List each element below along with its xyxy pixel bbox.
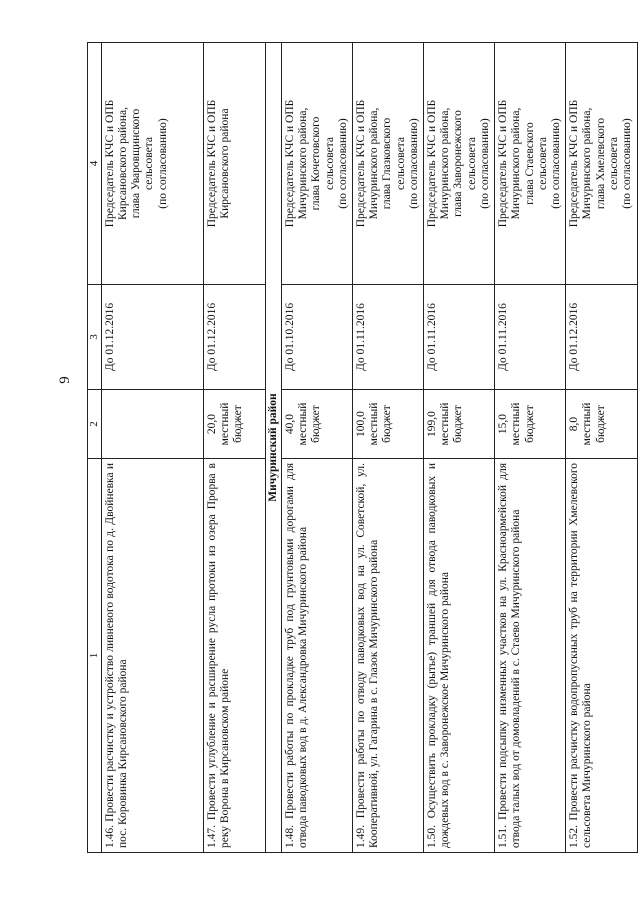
deadline-cell: До 01.10.2016: [281, 285, 352, 390]
table-row: [352, 43, 423, 853]
amount-source: бюджет: [381, 405, 394, 443]
responsible-line: Председатель КЧС и ОПБ: [205, 99, 218, 228]
table-row: [203, 43, 265, 853]
amount-cell: [495, 390, 566, 459]
header-col2: 2: [88, 390, 102, 459]
responsible-cell: [101, 43, 203, 285]
page-number: 9: [57, 376, 73, 384]
amount-source: бюджет: [594, 405, 607, 443]
amount-source: местный: [510, 402, 523, 446]
amount-cell: [101, 390, 203, 459]
responsible-line: Председатель КЧС и ОПБ: [426, 99, 439, 228]
deadline-cell: До 01.12.2016: [203, 285, 265, 390]
amount-source: местный: [297, 402, 310, 446]
amount-source: местный: [218, 402, 231, 446]
responsible-line: Председатель КЧС и ОПБ: [497, 99, 510, 228]
responsible-line: Председатель КЧС и ОПБ: [354, 99, 367, 228]
responsible-line: Кирсановского района: [218, 108, 231, 219]
responsible-line: сельсовета: [536, 137, 549, 190]
table-row: [566, 43, 638, 853]
deadline-cell: До 01.11.2016: [352, 285, 423, 390]
table-row: [495, 43, 566, 853]
responsible-cell: [281, 43, 352, 285]
header-col4: 4: [88, 43, 102, 285]
responsible-line: (по согласованию): [336, 118, 349, 209]
responsible-line: (по согласованию): [156, 118, 169, 209]
activity-cell: 1.50. Осуществить прокладку (рытье) траншей для отвода паводковых и дождевых вод в с. Заворонежское Мичуринского района: [424, 459, 495, 853]
amount-source: бюджет: [523, 405, 536, 443]
deadline-cell: До 01.12.2016: [566, 285, 638, 390]
district-heading: Мичуринский район: [265, 43, 281, 853]
responsible-line: Мичуринского района,: [510, 107, 523, 220]
amount-value: 100,0: [354, 411, 367, 437]
amount-source: местный: [581, 402, 594, 446]
amount-source: местный: [439, 402, 452, 446]
responsible-line: сельсовета: [143, 137, 156, 190]
amount-value: 199,0: [426, 411, 439, 437]
amount-cell: [352, 390, 423, 459]
responsible-line: Мичуринского района,: [439, 107, 452, 220]
responsible-line: сельсовета: [607, 137, 620, 190]
responsible-line: (по согласованию): [621, 118, 634, 209]
header-col3: 3: [88, 285, 102, 390]
responsible-cell: [352, 43, 423, 285]
responsible-line: глава Стаевского: [523, 122, 536, 205]
responsible-line: Мичуринского района,: [297, 107, 310, 220]
amount-cell: [203, 390, 265, 459]
activity-cell: 1.51. Провести подсыпку низменных участков на ул. Красноармейской для отвода талых вод от домовладений в с. Стаево Мичуринского района: [495, 459, 566, 853]
responsible-line: глава Кочетовского: [310, 116, 323, 211]
responsible-line: глава Глазковского: [381, 117, 394, 210]
amount-value: 8,0: [568, 416, 581, 432]
responsible-cell: [203, 43, 265, 285]
activity-cell: 1.46. Провести расчистку и устройство ливневого водотока по д. Двойневка и пос. Коровинка Кирсановского района: [101, 459, 203, 853]
responsible-cell: [566, 43, 638, 285]
responsible-cell: [424, 43, 495, 285]
table-row: [424, 43, 495, 853]
activities-table-rotated: [87, 43, 634, 853]
deadline-cell: До 01.11.2016: [424, 285, 495, 390]
amount-value: 40,0: [283, 413, 296, 435]
responsible-line: Кирсановского района,: [116, 107, 129, 220]
amount-source: бюджет: [232, 405, 245, 443]
district-heading-row: [265, 43, 281, 853]
header-col1: 1: [88, 459, 102, 853]
responsible-line: Председатель КЧС и ОПБ: [568, 99, 581, 228]
activity-cell: 1.49. Провести работы по отводу паводковых вод на ул. Советской, ул. Кооперативной, ул. Гагарина в с. Глазок Мичуринского района: [352, 459, 423, 853]
amount-cell: [424, 390, 495, 459]
amount-value: 20,0: [205, 413, 218, 435]
amount-source: бюджет: [310, 405, 323, 443]
responsible-line: Мичуринского района,: [368, 107, 381, 220]
table-row: [101, 43, 203, 853]
amount-source: местный: [368, 402, 381, 446]
responsible-line: Председатель КЧС и ОПБ: [103, 99, 116, 228]
responsible-line: глава Уваровщинского: [130, 108, 143, 219]
responsible-line: сельсовета: [323, 137, 336, 190]
responsible-line: сельсовета: [465, 137, 478, 190]
amount-cell: [566, 390, 638, 459]
amount-value: 15,0: [497, 413, 510, 435]
table-header-row: [88, 43, 102, 853]
responsible-line: (по согласованию): [478, 118, 491, 209]
activity-cell: 1.48. Провести работы по прокладке труб под грунтовыми дорогами для отвода паводковых вод в д. Александровка Мичуринского района: [281, 459, 352, 853]
responsible-line: (по согласованию): [550, 118, 563, 209]
amount-cell: [281, 390, 352, 459]
deadline-cell: До 01.12.2016: [101, 285, 203, 390]
responsible-line: сельсовета: [394, 137, 407, 190]
responsible-cell: [495, 43, 566, 285]
deadline-cell: До 01.11.2016: [495, 285, 566, 390]
amount-source: бюджет: [452, 405, 465, 443]
activities-table: [87, 42, 638, 853]
table-row: [281, 43, 352, 853]
responsible-line: (по согласованию): [407, 118, 420, 209]
activity-cell: 1.52. Провести расчистку водопропускных труб на территории Хмелевского сельсовета Мичуринского района: [566, 459, 638, 853]
responsible-line: Мичуринского района,: [581, 107, 594, 220]
responsible-line: глава Заворонежского: [452, 110, 465, 217]
responsible-line: глава Хмелевского: [594, 117, 607, 210]
responsible-line: Председатель КЧС и ОПБ: [283, 99, 296, 228]
activity-cell: 1.47. Провести углубление и расширение русла протоки из озера Прорва в реку Ворона в Кирсановском районе: [203, 459, 265, 853]
